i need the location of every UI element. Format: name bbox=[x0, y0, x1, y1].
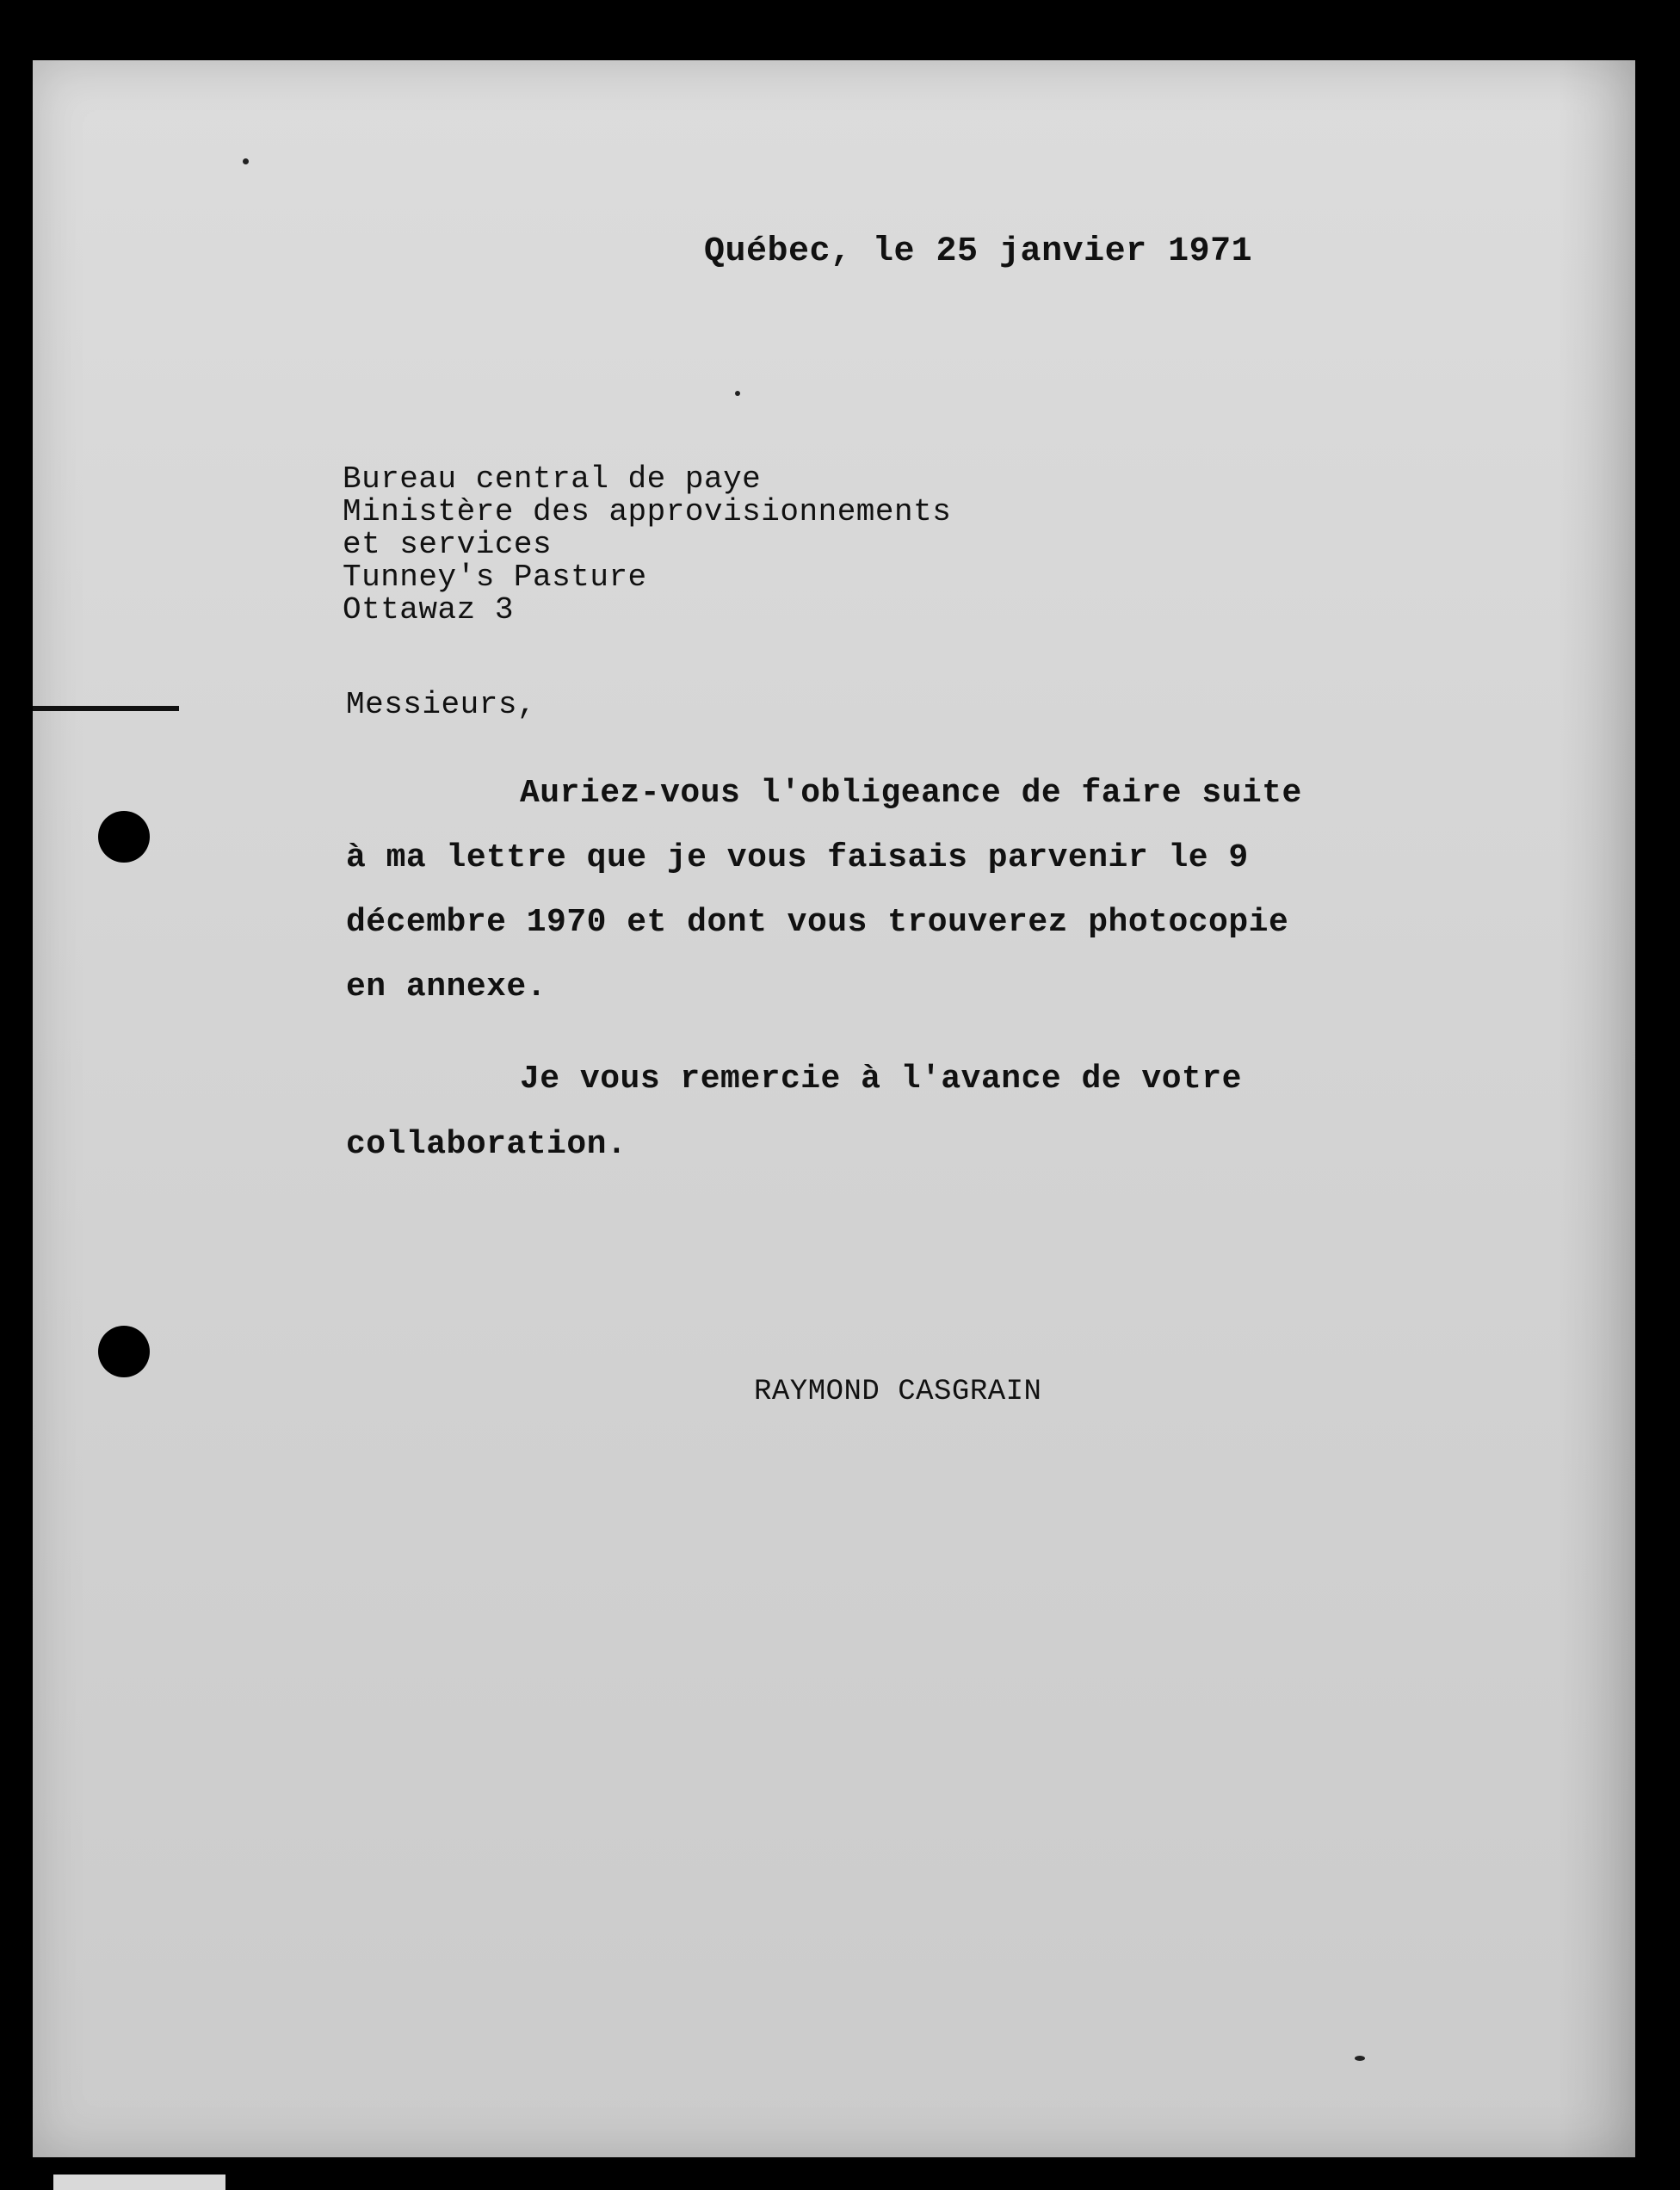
paragraph1-line4: en annexe. bbox=[346, 968, 547, 1005]
date-line: Québec, le 25 janvier 1971 bbox=[704, 232, 1253, 271]
recipient-line-4: Tunney's Pasture bbox=[343, 560, 647, 595]
paragraph1-line2: à ma lettre que je vous faisais parvenir le 9 bbox=[346, 839, 1249, 876]
punch-hole-top bbox=[98, 811, 150, 863]
paragraph2-line2: collaboration. bbox=[346, 1126, 627, 1163]
punch-hole-bottom bbox=[98, 1326, 150, 1377]
margin-mark bbox=[33, 706, 179, 711]
speck bbox=[1355, 2056, 1365, 2061]
salutation: Messieurs, bbox=[346, 687, 537, 722]
recipient-line-2: Ministère des approvisionnements bbox=[343, 494, 952, 529]
paragraph2-line1: Je vous remercie à l'avance de votre bbox=[520, 1061, 1242, 1098]
recipient-line-5: Ottawaz 3 bbox=[343, 592, 514, 628]
speck bbox=[735, 391, 740, 396]
bottom-tab bbox=[53, 2175, 225, 2190]
paragraph1-line1: Auriez-vous l'obligeance de faire suite bbox=[520, 775, 1302, 812]
speck bbox=[243, 158, 249, 164]
letter-page bbox=[33, 60, 1635, 2157]
page-edge-shadow bbox=[1558, 60, 1635, 2157]
recipient-line-1: Bureau central de paye bbox=[343, 461, 762, 497]
signature-name: RAYMOND CASGRAIN bbox=[754, 1376, 1042, 1408]
recipient-line-3: et services bbox=[343, 527, 553, 562]
paragraph1-line3: décembre 1970 et dont vous trouverez photocopie bbox=[346, 904, 1289, 941]
